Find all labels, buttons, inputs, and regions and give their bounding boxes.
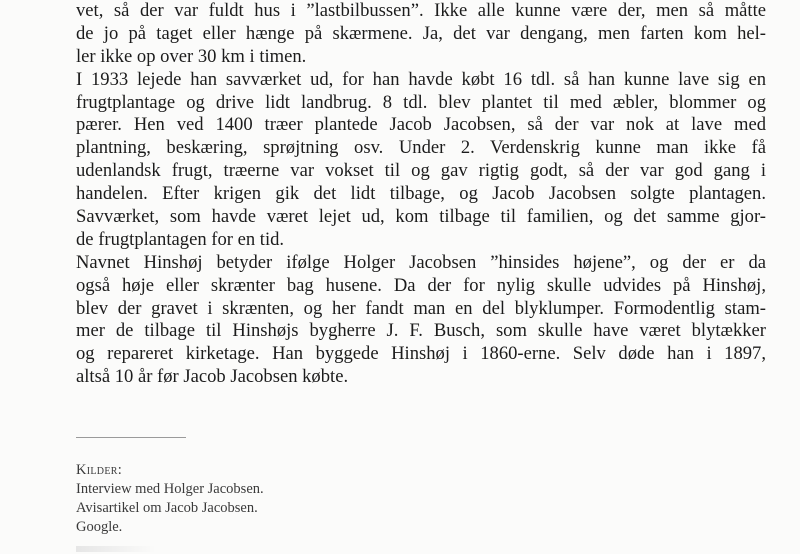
text-line: altså 10 år før Jacob Jacobsen købte. bbox=[76, 366, 349, 388]
paragraph bbox=[76, 69, 766, 252]
text-line: mer de tilbage til Hinshøjs bygherre J. F. Busch, som skulle have været blytækker bbox=[76, 320, 766, 342]
text-line: handelen. Efter krigen gik det lidt tilbage, og Jacob Jacobsen solgte plantagen. bbox=[76, 183, 766, 205]
source-item: Interview med Holger Jacobsen. bbox=[76, 481, 264, 497]
page-edge-shadow bbox=[76, 546, 156, 552]
body-text bbox=[76, 0, 766, 389]
text-line: blev der gravet i skrænten, og her fandt man en del blyklumper. Formodentlig stam- bbox=[76, 297, 766, 319]
sources-heading: Kilder: bbox=[76, 462, 123, 478]
text-line: I 1933 lejede han savværket ud, for han havde købt 16 tdl. så han kunne lave sig en bbox=[76, 68, 766, 90]
text-line: også høje eller skrænter bag husene. Da der for nylig skulle udvides på Hinshøj, bbox=[76, 274, 766, 296]
paragraph bbox=[76, 252, 766, 389]
text-line: de frugtplantagen for en tid. bbox=[76, 228, 285, 250]
text-line: pærer. Hen ved 1400 træer plantede Jacob Jacobsen, så der var nok at lave med bbox=[76, 114, 766, 136]
text-line: frugtplantage og drive lidt landbrug. 8 tdl. blev plantet til med æbler, blommer og bbox=[76, 91, 766, 113]
text-line: Savværket, som havde været lejet ud, kom tilbage til familien, og det samme gjor- bbox=[76, 206, 766, 228]
text-line: udenlandsk frugt, træerne var vokset til og gav rigtig godt, så der var god gang i bbox=[76, 160, 766, 182]
paragraph bbox=[76, 0, 766, 69]
text-line: og repareret kirketage. Han byggede Hinshøj i 1860-erne. Selv døde han i 1897, bbox=[76, 343, 766, 365]
footnote-divider bbox=[76, 437, 186, 438]
source-item: Avisartikel om Jacob Jacobsen. bbox=[76, 500, 258, 516]
source-item: Google. bbox=[76, 519, 123, 535]
text-line: plantning, beskæring, sprøjtning osv. Under 2. Verdenskrig kunne man ikke få bbox=[76, 137, 766, 159]
sources-section bbox=[76, 460, 476, 537]
text-line: vet, så der var fuldt hus i ”lastbilbussen”. Ikke alle kunne være der, men så måtte bbox=[76, 0, 766, 21]
text-line: ler ikke op over 30 km i timen. bbox=[76, 45, 307, 67]
text-line: de jo på taget eller hænge på skærmene. Ja, det var dengang, men farten kom hel- bbox=[76, 22, 766, 44]
text-line: Navnet Hinshøj betyder ifølge Holger Jacobsen ”hinsides højene”, og der er da bbox=[76, 251, 766, 273]
